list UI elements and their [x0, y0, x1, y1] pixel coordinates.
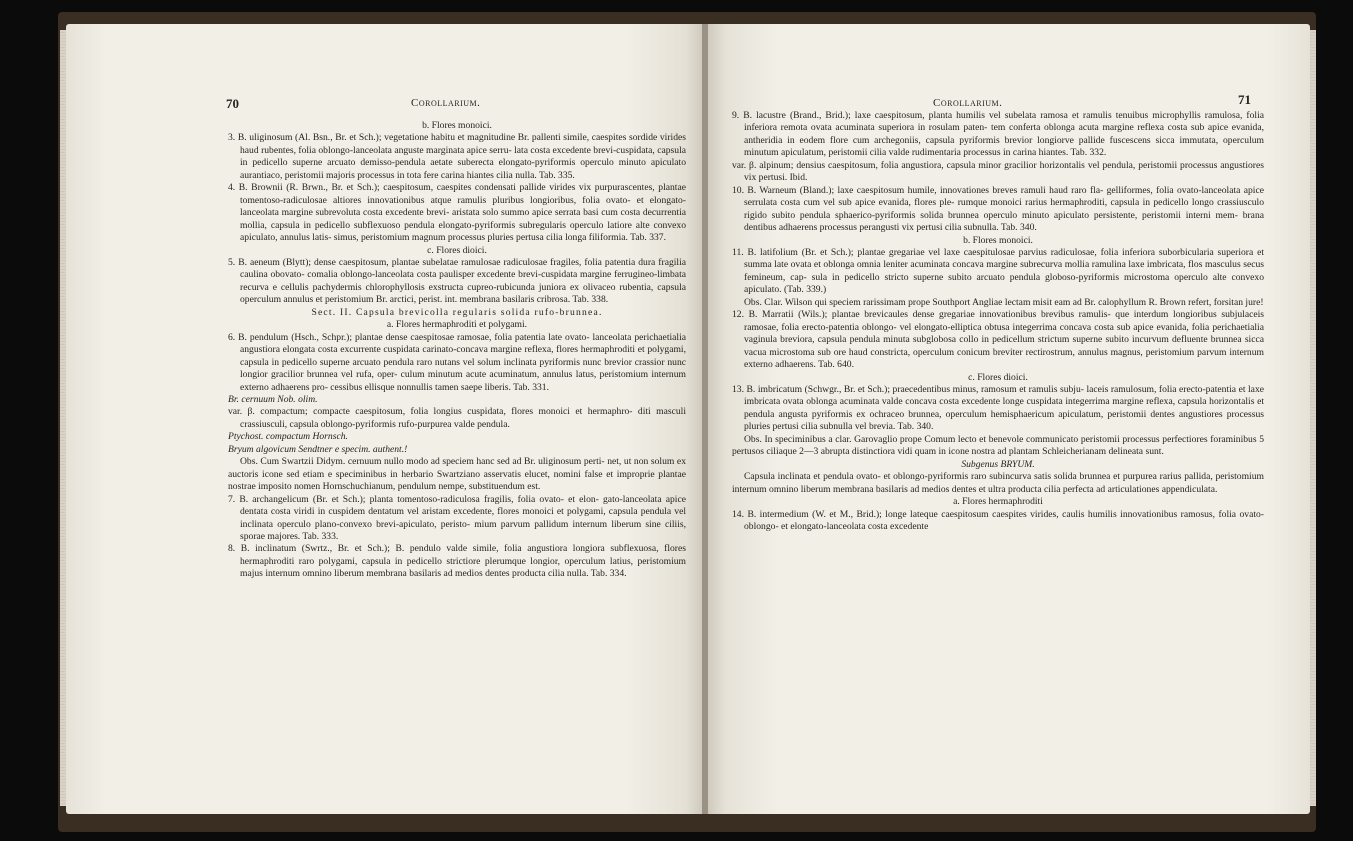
right-page-paragraph: Obs. In speciminibus a clar. Garovaglio prope Comum lecto et benevole communicato peristomii processus perfectiores foraminibus 5 pertusos ciliaque 2—3 abrupta distinctiora vidi quam in icone nostra ad plantam Schleicherianam delineata sunt.	[732, 433, 1264, 458]
left-page-paragraph: b. Flores monoici.	[422, 120, 492, 131]
left-page	[66, 24, 702, 814]
right-page-paragraph: 10. B. Warneum (Bland.); laxe caespitosum humile, innovationes breves ramuli haud raro fla- gelliformes, folia ovato-lanceolata apice serrulata costa cum vel sub apice evanida, flores ple- rumque monoici rarius hermaphroditi, capsula in pedicello longo crassiusculo rigido subito pendula sphaerico-pyriformis solida brunnea operculo minuto apiculato persistente, peristomii interni mem- brana dentibus adhaerens processus perangusti vix pertusi cilia subnulla. Tab. 340.	[732, 184, 1264, 234]
left-page-paragraph: Br. cernuum Nob. olim.	[228, 393, 318, 405]
left-page-paragraph: Sect. II. Capsula brevicolla regularis solida rufo-brunnea.	[311, 306, 603, 318]
right-page-paragraph: c. Flores dioici.	[968, 371, 1028, 383]
left-page-paragraph: 8. B. inclinatum (Swrtz., Br. et Sch.); B. pendulo valde simile, folia angustiora longiora subflexuosa, flores hermaphroditi raro polygami, capsula in pedicello strictiore plerumque longior, operculum latius, peristomium majus internum omnino liberum membrana basilaris ad medios dentes producta cilia nulla. Tab. 334.	[228, 543, 686, 580]
left-page-paragraph: c. Flores dioici.	[427, 244, 487, 256]
right-page-paragraph: Obs. Clar. Wilson qui speciem rarissimam prope Southport Angliae lectam misit eam ad Br. calophyllum R. Brown refert, forsitan jure!	[744, 296, 1264, 308]
right-page	[708, 24, 1310, 814]
left-page-paragraph: a. Flores hermaphroditi et polygami.	[386, 319, 528, 331]
right-running-head: Corollarium.	[933, 97, 1003, 109]
right-page-paragraph: Capsula inclinata et pendula ovato- et oblongo-pyriformis raro subincurva satis solida brunnea et purpurea rarius pallida, peristomium internum omnino liberum membrana basilaris ad medios dentes et ultra producta cilia perfecta ad articulationes appendiculata.	[732, 471, 1264, 495]
right-page-paragraph: var. β. alpinum; densius caespitosum, folia angustiora, capsula minor gracilior horizontalis vel pendula, peristomii processus angustiores vix pertusi. Ibid.	[732, 159, 1264, 184]
left-running-head: Corollarium.	[411, 97, 481, 109]
right-page-paragraph: 11. B. latifolium (Br. et Sch.); plantae gregariae vel laxe caespitulosae parvius radiculosae, folia inferiora suborbicularia superiora et summa late ovata et oblonga omnia leniter acuminata concava margine subrecurva mollia ramulina laxe imbricata, flos masculus secus femineum, cap- sula in pedicello stricto superne subito arcuato pendula globoso-pyriformis microstoma operculo alte convexo apiculato. (Tab. 339.)	[732, 246, 1264, 296]
left-page-paragraph: Ptychost. compactum Hornsch.	[228, 431, 348, 443]
right-page-text	[732, 110, 1264, 533]
left-page-paragraph: 5. B. aeneum (Blytt); dense caespitosum, plantae subelatae ramulosae radiculosae fragiles, folia patentia dura fragilia caulina obovato- comalia oblongo-lanceolata costa paulisper excedente brevi-cuspidata margine ferrugineo-limbata recurva e cellulis pachydermis chlorophyllosis exstructa cupreo-rubicunda juniora ex olivaceo rubentia, capsula operculum annulus et peristomium Br. arctici, perist. int. membrana basilaris cribrosa. Tab. 338.	[228, 256, 686, 306]
left-page-text	[228, 120, 686, 581]
left-page-paragraph: 6. B. pendulum (Hsch., Schpr.); plantae dense caespitosae ramosae, folia patentia late ovato- lanceolata perichaetialia angustiora elongata costa excurrente cuspidata carinato-concava margine reflexa, flores hermaphroditi et polygami, capsula in pedicello superne arcuato pendula raro nutans vel solum inclinata pyriformis nunc brevior crassior nunc longior gracilior brunnea vel rufa, oper- culum minutum acute acuminatum, annulus latus, peristomium internum externo adhaerens pro- cessibus ellisque nonnullis tamen saepe liberis. Tab. 331.	[228, 331, 686, 393]
left-page-paragraph: Bryum algovicum Sendtner e specim. authent.!	[228, 443, 408, 455]
right-page-paragraph: a. Flores hermaphroditi	[953, 496, 1043, 508]
left-page-paragraph: Obs. Cum Swartzii Didym. cernuum nullo modo ad speciem hanc sed ad Br. uliginosum perti- net, ut non solum ex auctoris icone sed etiam e speciminibus in herbario Swartziano asservatis elucet, nomini false et improprie plantae nostrae imposito nomen Hornschuchianum, pendulum nempe, substituendum est.	[228, 456, 686, 493]
right-page-number: 71	[1238, 92, 1251, 107]
right-page-paragraph: Subgenus BRYUM.	[961, 458, 1035, 470]
right-page-paragraph: b. Flores monoici.	[963, 234, 1033, 246]
right-page-paragraph: 9. B. lacustre (Brand., Brid.); laxe caespitosum, planta humilis vel subelata ramosa et ramulis tenuibus microphyllis ramulosa, folia inferiora remota ovata acuminata superiora in rosulam paten- tem conferta oblonga acuta margine reflexa costa sub apice evanida, antheridia in eodem flore cum archegoniis, capsula pyriformis brevior longiorve pallide fuscescens sicca immutata, operculum minutum apiculatum, peristomii cilia valde rudimentaria processus in carina hiantes. Tab. 332.	[732, 110, 1264, 159]
left-page-paragraph: var. β. compactum; compacte caespitosum, folia longius cuspidata, flores monoici et hermaphro- diti masculi crassiusculi, capsula oblongo-pyriformis rufo-purpurea valde pendula.	[228, 406, 686, 430]
left-page-paragraph: 7. B. archangelicum (Br. et Sch.); planta tomentoso-radiculosa fragilis, folia ovato- et elon- gato-lanceolata apice dentata costa viridi in cuspidem dentatum vel aristam excedente, flores monoici et polygami, capsula pendula vel inclinata operculo plano-convexo brevi-apiculato, peristo- mium parvum pallidum internum liberum sine ciliis, sporae majores. Tab. 333.	[228, 493, 686, 542]
right-page-paragraph: 14. B. intermedium (W. et M., Brid.); longe lateque caespitosum caespites virides, caulis humilis innovationibus ramosus, folia ovato- oblongo- et elongato-lanceolata costa excedente	[732, 508, 1264, 532]
left-page-paragraph: 4. B. Brownii (R. Brwn., Br. et Sch.); caespitosum, caespites condensati pallide virides vix purpurascentes, plantae tomentoso-radiculosae altiores innovationibus atque ramulis pluribus longioribus, folia ovato- et elongato-lanceolata margine subrevoluta costa excedente brevi- aristata solo summo apice serrata basi cum costa decurrentia mollia, capsula in pedicello subflexuoso pendula elongato-pyriformis subregularis operculo latiore alte convexo apiculato, annulus latis- simus, peristomium magnum processus pluries pertusa cilia longa filiformia. Tab. 337.	[228, 182, 686, 244]
left-page-paragraph: 3. B. uliginosum (Al. Bsn., Br. et Sch.); vegetatione habitu et magnitudine Br. pallenti simile, caespites sordide virides haud rubentes, folia oblongo-lanceolata anguste marginata apice serru- lata costa excedente brevi-cuspidata, capsula in pedicello superne arcuato demisso-pendula aetate suberecta elongato-pyriformis operculo minuto apiculato aurantiaco, peristomii majoris processus in tota fere carina hiantes cilia nulla. Tab. 335.	[228, 132, 686, 181]
right-page-paragraph: 13. B. imbricatum (Schwgr., Br. et Sch.); praecedentibus minus, ramosum et ramulis subju- laceis ramulosum, folia erecto-patentia et laxe imbricata ovata oblonga acuminata valde concava costa excedente longe cuspidata integerrima margine reflexa, capsula horizontalis et pendula angusta pyriformis ex ochraceo brunnea, operculum hemisphaericum apiculatum, peristomii dentes angustiores processus pluries pertusi cilia subnulla vel brevia. Tab. 340.	[732, 383, 1264, 433]
left-page-number: 70	[226, 96, 239, 111]
right-page-paragraph: 12. B. Marratii (Wils.); plantae brevicaules dense gregariae innovationibus brevibus ramulis- que interdum longioribus subjulaceis ramosae, folia erecto-patentia oblongo- vel elongato-elliptica obtusa integerrima concava costa sub apice evanida, folia perichaetialia vaginula breviora, capsula pendula minuta subglobosa collo in pedicellum strictum superne subito incurvum defluente brunnea sicca vacua microstoma sub ore haud constricta, operculum conicum breviter rectirostrum, annulus magnus, peristomium parvum internum externo adhaerens. Tab. 640.	[732, 309, 1264, 371]
